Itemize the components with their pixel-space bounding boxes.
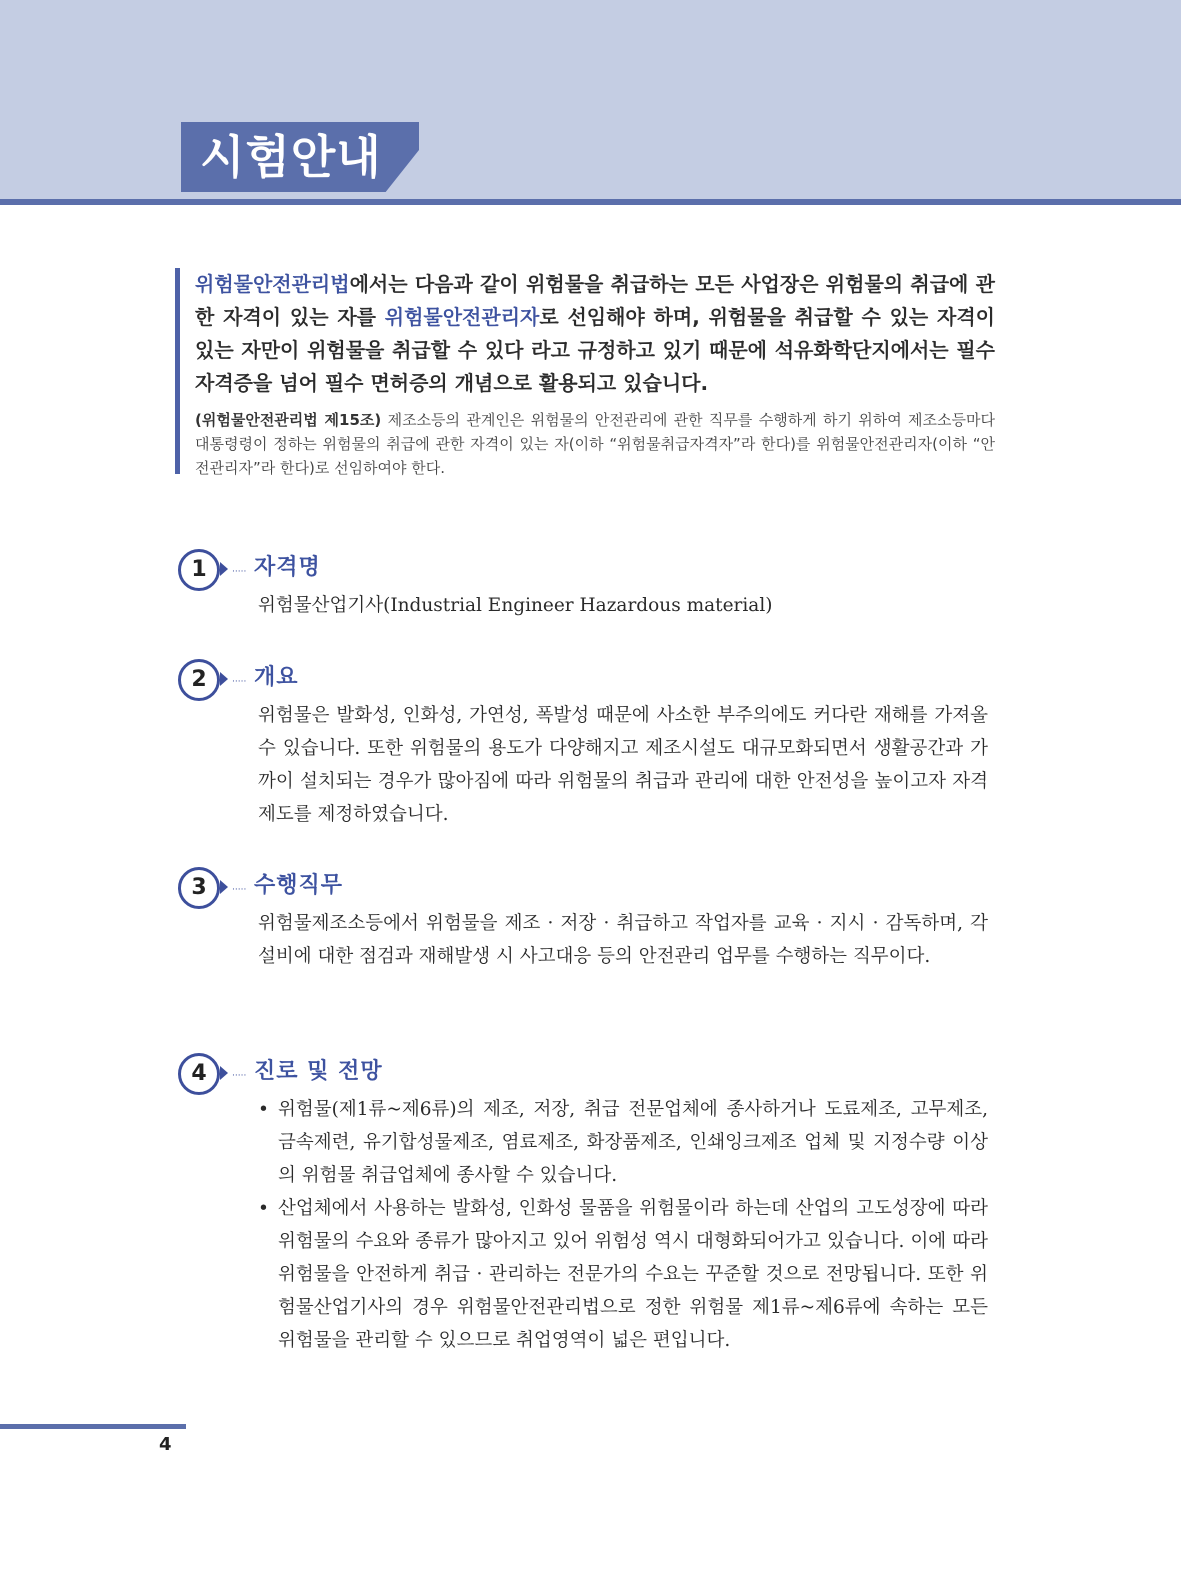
law-name-highlight: 위험물안전관리법 (195, 272, 350, 296)
section-heading (178, 659, 1008, 703)
section-body (258, 1093, 988, 1357)
section-body: 위험물제조소등에서 위험물을 제조 · 저장 · 취급하고 작업자를 교육 · 지시 · 감독하며, 각 설비에 대한 점검과 재해발생 시 사고대응 등의 안전관리 업무를 수행하는 직무이다. (258, 913, 988, 967)
section-title: 수행직무 (254, 873, 344, 898)
dotted-leader-icon: ····· (232, 1071, 247, 1081)
intro-block (175, 268, 995, 477)
arrow-icon (220, 880, 228, 894)
page-number: 4 (159, 1434, 172, 1455)
law-note (195, 408, 995, 480)
section-heading (178, 549, 1008, 593)
law-note-text: 제조소등의 관계인은 위험물의 안전관리에 관한 직무를 수행하게 하기 위하여 제조소등마다 대통령령이 정하는 위험물의 취급에 관한 자격이 있는 자(이하 “위험물취급자격자”라 한다)를 위험물안전관리자(이하 “안전관리자”라 한다)로 선임하여야 한다. (195, 411, 995, 477)
page-title: 시험안내 (200, 130, 382, 184)
section-qualification-name (178, 549, 1008, 622)
section-number-badge: 1 (178, 549, 220, 591)
manager-highlight: 위험물안전관리자 (384, 305, 540, 329)
header-band (0, 0, 1181, 199)
dotted-leader-icon: ····· (232, 567, 247, 577)
section-body: 위험물산업기사(Industrial Engineer Hazardous material) (258, 595, 773, 616)
section-number-badge: 3 (178, 867, 220, 909)
list-item: • 산업체에서 사용하는 발화성, 인화성 물품을 위험물이라 하는데 산업의 고도성장에 따라 위험물의 수요와 종류가 많아지고 있어 위험성 역시 대형화되어가고 있습니다. 이에 따라 위험물을 안전하게 취급 · 관리하는 전문가의 수요는 꾸준할 것으로 전망됩니다. 또한 위험물산업기사의 경우 위험물안전관리법으로 정한 위험물 제1류~제6류에 속하는 모든 위험물을 관리할 수 있으므로 취업영역이 넓은 편입니다. (258, 1192, 988, 1357)
section-overview (178, 659, 1008, 831)
section-title: 진로 및 전망 (254, 1059, 383, 1084)
list-item: • 위험물(제1류~제6류)의 제조, 저장, 취급 전문업체에 종사하거나 도료제조, 고무제조, 금속제련, 유기합성물제조, 염료제조, 화장품제조, 인쇄잉크제조 업체 및 지정수량 이상의 위험물 취급업체에 종사할 수 있습니다. (258, 1093, 988, 1192)
intro-paragraph (195, 268, 995, 400)
dotted-leader-icon: ····· (232, 677, 247, 687)
intro-text-1: 에서는 다음과 같이 위험물을 취급하는 모든 사업장은 위험물의 취급에 관한 자격이 있는 자를 (195, 272, 995, 329)
dotted-leader-icon: ····· (232, 885, 247, 895)
bullet-icon: • (258, 1099, 269, 1120)
section-duties (178, 867, 1008, 973)
section-career-outlook (178, 1053, 1008, 1357)
intro-text-2: 로 선임해야 하며, 위험물을 취급할 수 있는 자격이 있는 자만이 위험물을 취급할 수 있다 라고 규정하고 있기 때문에 석유화학단지에서는 필수 자격증을 넘어 필수 면허증의 개념으로 활용되고 있습니다. (195, 305, 995, 395)
law-note-lead: (위험물안전관리법 제15조) (195, 411, 382, 429)
section-title: 개요 (254, 665, 299, 690)
section-title: 자격명 (254, 555, 321, 580)
footer-divider (0, 1424, 186, 1429)
header-divider (0, 199, 1181, 205)
section-body: 위험물은 발화성, 인화성, 가연성, 폭발성 때문에 사소한 부주의에도 커다란 재해를 가져올 수 있습니다. 또한 위험물의 용도가 다양해지고 제조시설도 대규모화되면서 생활공간과 가까이 설치되는 경우가 많아짐에 따라 위험물의 취급과 관리에 대한 안전성을 높이고자 자격제도를 제정하였습니다. (258, 705, 988, 825)
section-number-badge: 4 (178, 1053, 220, 1095)
section-number-badge: 2 (178, 659, 220, 701)
career-bullet-list (258, 1093, 988, 1357)
arrow-icon (220, 562, 228, 576)
section-heading (178, 1053, 1008, 1097)
section-heading (178, 867, 1008, 911)
bullet-icon: • (258, 1198, 269, 1219)
arrow-icon (220, 672, 228, 686)
arrow-icon (220, 1066, 228, 1080)
